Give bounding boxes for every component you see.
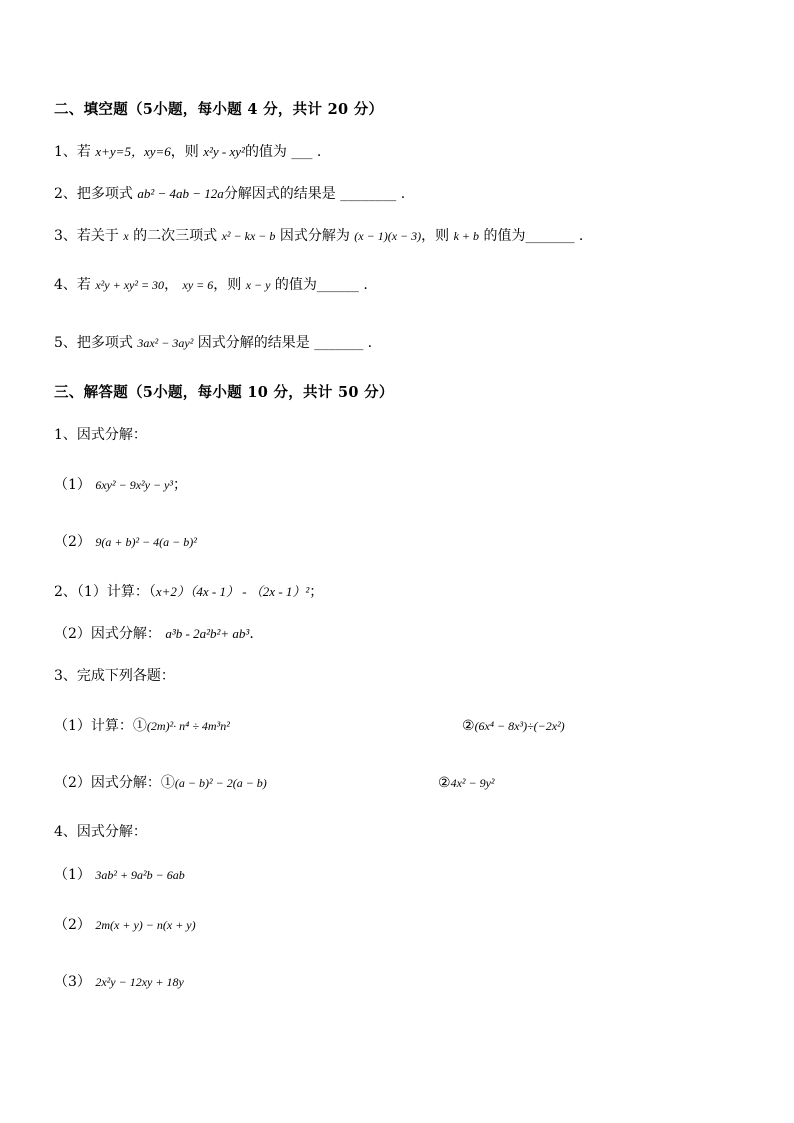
- q-text: ；: [172, 477, 187, 493]
- q-text: （3）: [54, 974, 96, 990]
- q-math: x² − kx − b: [221, 229, 276, 243]
- q-text: 2、（1）计算：（: [54, 584, 156, 600]
- q-text: 1、若: [54, 144, 96, 160]
- q-text: （1）计算：①: [54, 718, 147, 734]
- fill-question-1: [54, 142, 321, 162]
- answer-question-4-part-3: [54, 972, 184, 992]
- q-math: (6x⁴ − 8x³)÷(−2x²): [474, 719, 565, 733]
- answer-question-1-title: 1、因式分解：: [54, 427, 147, 443]
- q-math: a³b - 2a²b²+ ab³: [165, 626, 250, 641]
- q-text: ，则: [421, 228, 454, 244]
- q-text: ②: [438, 775, 451, 791]
- q-math: x²y - xy²: [203, 144, 245, 159]
- q-text: 的值为 ___ .: [244, 144, 322, 160]
- answer-question-3-part-1-b: [462, 716, 565, 736]
- q-math: x²y + xy² = 30: [95, 278, 165, 292]
- q-math: k + b: [453, 229, 480, 243]
- q-text: ；: [309, 584, 324, 600]
- answer-question-4-part-2: [54, 915, 196, 935]
- q-math: 3ab² + 9a²b − 6ab: [95, 868, 185, 882]
- q-math: 2x²y − 12xy + 18y: [95, 975, 184, 989]
- q-math: 9(a + b)² − 4(a − b)²: [95, 535, 197, 549]
- q-math: 3ax² − 3ay²: [137, 336, 194, 350]
- answer-question-1-part-1: [54, 475, 187, 495]
- q-text: 因式分解的结果是 _______ .: [193, 335, 373, 351]
- section-heading-answer: 三、解答题（5小题，每小题 10 分，共计 50 分）: [54, 384, 394, 401]
- q-text: （1）: [54, 867, 96, 883]
- fill-question-3: [54, 226, 583, 246]
- fill-question-5: [54, 333, 372, 353]
- q-text: 2、把多项式: [54, 186, 138, 202]
- q-math: (a − b)² − 2(a − b): [174, 776, 267, 790]
- q-text: （2）: [54, 917, 96, 933]
- answer-question-2-part-1: [54, 582, 323, 602]
- q-text: ②: [462, 718, 475, 734]
- fill-question-2: [54, 184, 405, 204]
- q-text: ，: [164, 277, 183, 293]
- q-text: （2）因式分解：①: [54, 775, 175, 791]
- q-text: 4、若: [54, 277, 96, 293]
- q-math: ab² − 4ab − 12a: [137, 186, 224, 201]
- q-text: 分解因式的结果是 ________ .: [223, 186, 406, 202]
- q-math: (x − 1)(x − 3): [354, 229, 422, 243]
- answer-question-3-part-1: [54, 716, 230, 736]
- section-heading-fill-blank: 二、填空题（5小题，每小题 4 分，共计 20 分）: [54, 101, 384, 118]
- q-math: (2m)²· n⁴ ÷ 4m³n²: [146, 719, 230, 733]
- q-math: 4x² − 9y²: [450, 776, 495, 790]
- q-text: 的二次三项式: [128, 228, 222, 244]
- q-math: xy = 6: [182, 278, 214, 292]
- answer-question-2-part-2: [54, 624, 254, 644]
- q-text: 因式分解为: [275, 228, 355, 244]
- q-math: x+y=5，xy=6: [95, 144, 171, 159]
- q-text: 的值为______ .: [270, 277, 368, 293]
- answer-question-4-part-1: [54, 865, 185, 885]
- q-math: 6xy² − 9x²y − y³: [95, 478, 173, 492]
- q-text: 5、把多项式: [54, 335, 138, 351]
- q-text: .: [249, 626, 254, 642]
- answer-question-1-part-2: [54, 532, 197, 552]
- q-text: ，则: [170, 144, 204, 160]
- q-text: （1）: [54, 477, 96, 493]
- q-text: ，则: [213, 277, 246, 293]
- q-math: x: [123, 229, 129, 243]
- q-text: 3、若关于: [54, 228, 124, 244]
- q-text: （2）因式分解：: [54, 626, 166, 642]
- answer-question-3-part-2: [54, 773, 267, 793]
- q-math: x+2）（4x - 1） - （2x - 1）²: [155, 584, 310, 599]
- q-text: （2）: [54, 534, 96, 550]
- answer-question-3-title: 3、完成下列各题：: [54, 668, 175, 684]
- answer-question-4-title: 4、因式分解：: [54, 824, 147, 840]
- answer-question-3-part-2-b: [438, 773, 495, 793]
- q-math: x − y: [245, 278, 271, 292]
- q-text: 的值为_______ .: [479, 228, 584, 244]
- q-math: 2m(x + y) − n(x + y): [95, 918, 196, 932]
- fill-question-4: [54, 275, 368, 295]
